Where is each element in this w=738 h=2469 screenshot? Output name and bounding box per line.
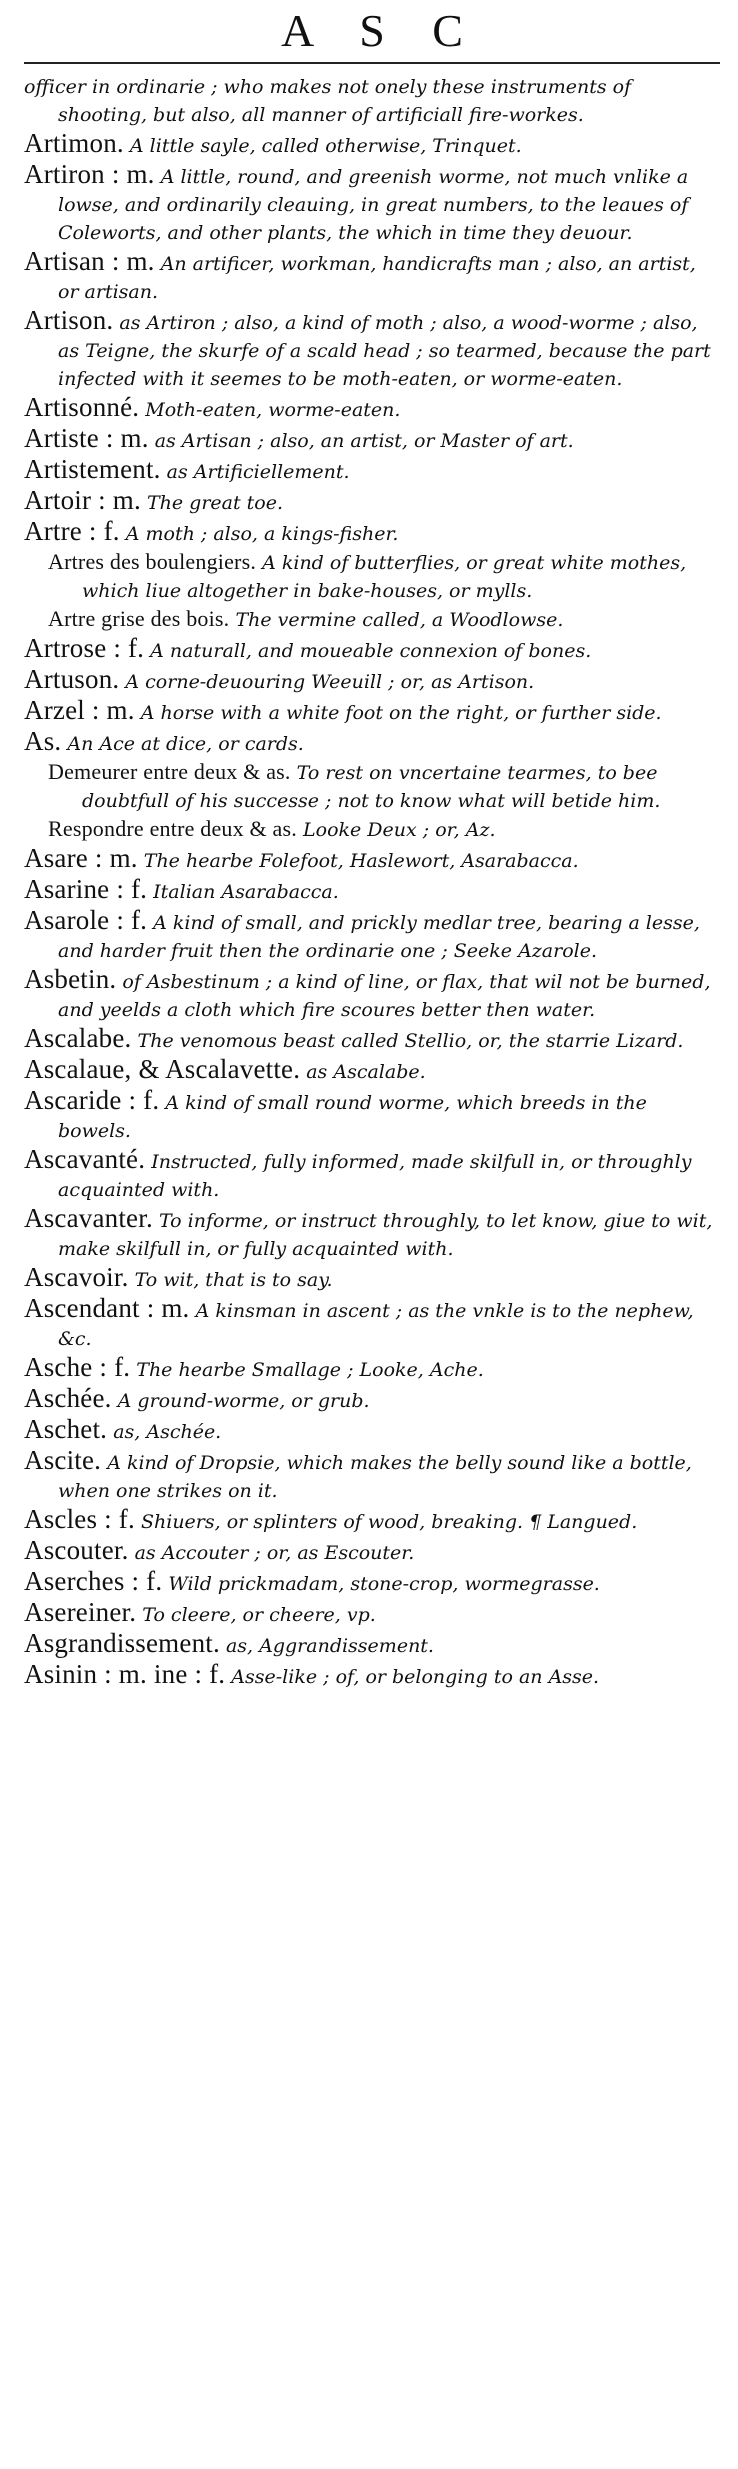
- definition: as Accouter ; or, as Escouter.: [134, 1542, 415, 1564]
- sub-entry: [24, 548, 720, 605]
- headword: Artiron : m.: [24, 159, 155, 189]
- definition: A corne-deuouring Weeuill ; or, as Artison.: [125, 671, 535, 693]
- definition: as Artisan ; also, an artist, or Master of art.: [154, 430, 574, 452]
- dictionary-entry: [24, 844, 720, 875]
- headword: Asgrandissement.: [24, 1628, 220, 1658]
- definition: Italian Asarabacca.: [153, 881, 339, 903]
- dictionary-entry: [24, 424, 720, 455]
- definition: To wit, that is to say.: [134, 1269, 333, 1291]
- headword: Ascalaue, & Ascalavette.: [24, 1054, 301, 1084]
- definition: An artificer, workman, handicrafts man ; also, an artist, or artisan.: [58, 253, 696, 303]
- dictionary-entry: [24, 70, 720, 129]
- definition: A kind of butterflies, or great white mothes, which liue altogether in bake-houses, or mylls.: [82, 552, 687, 602]
- dictionary-entry: [24, 965, 720, 1024]
- headword: Artison.: [24, 305, 114, 335]
- dictionary-entry: [24, 875, 720, 906]
- dictionary-entry: [24, 1598, 720, 1629]
- dictionary-entry: [24, 129, 720, 160]
- headword: Ascalabe.: [24, 1023, 132, 1053]
- dictionary-entry: [24, 1294, 720, 1353]
- dictionary-entry: [24, 1055, 720, 1086]
- dictionary-entry: [24, 1415, 720, 1446]
- headword: Artre grise des bois.: [48, 606, 230, 631]
- headword: Arzel : m.: [24, 695, 135, 725]
- definition: A horse with a white foot on the right, or further side.: [140, 702, 662, 724]
- definition: A moth ; also, a kings-fisher.: [125, 523, 399, 545]
- definition: Wild prickmadam, stone-crop, wormegrasse.: [168, 1573, 600, 1595]
- headword: Ascavoir.: [24, 1262, 129, 1292]
- headword: Asche : f.: [24, 1352, 131, 1382]
- headword: Ascendant : m.: [24, 1293, 190, 1323]
- sub-entry: [24, 758, 720, 815]
- page-header: A S C: [281, 5, 481, 56]
- dictionary-entry: [24, 727, 720, 758]
- definition: A kind of small, and prickly medlar tree, bearing a lesse, and harder fruit then the ordinarie one ; Seeke Azarole.: [58, 912, 700, 962]
- headword: Artres des boulengiers.: [48, 549, 257, 574]
- definition: A kinsman in ascent ; as the vnkle is to the nephew, &c.: [58, 1300, 694, 1350]
- definition: A little sayle, called otherwise, Trinquet.: [129, 135, 522, 157]
- definition: A kind of Dropsie, which makes the belly sound like a bottle, when one strikes on it.: [58, 1452, 692, 1502]
- headword: Asereiner.: [24, 1597, 137, 1627]
- definition: The vermine called, a Woodlowse.: [235, 609, 564, 631]
- header-rule: [24, 62, 720, 64]
- definition: To informe, or instruct throughly, to let know, giue to wit, make skilfull in, or fully acquainted with.: [58, 1210, 713, 1260]
- headword: Asbetin.: [24, 964, 117, 994]
- definition: A ground-worme, or grub.: [117, 1390, 370, 1412]
- headword: Asare : m.: [24, 843, 138, 873]
- definition: A little, round, and greenish worme, not much vnlike a lowse, and ordinarily cleauing, in great numbers, to the leaues of Coleworts, and other plants, the which in time they deuour.: [58, 166, 689, 244]
- definition: The great toe.: [146, 492, 284, 514]
- dictionary-entry: [24, 1446, 720, 1505]
- definition: as, Aschée.: [113, 1421, 222, 1443]
- entry-list: [24, 70, 720, 1691]
- headword: Artre : f.: [24, 516, 120, 546]
- headword: Artistement.: [24, 454, 161, 484]
- headword: Respondre entre deux & as.: [48, 816, 297, 841]
- headword: Artimon.: [24, 128, 124, 158]
- definition: Looke Deux ; or, Az.: [303, 819, 496, 841]
- dictionary-entry: [24, 1145, 720, 1204]
- definition: Instructed, fully informed, made skilfull in, or throughly acquainted with.: [58, 1151, 692, 1201]
- dictionary-entry: [24, 634, 720, 665]
- dictionary-entry: [24, 1086, 720, 1145]
- headword: Artuson.: [24, 664, 120, 694]
- definition: To rest on vncertaine tearmes, to bee doubtfull of his successe ; not to know what will betide him.: [82, 762, 661, 812]
- definition: The hearbe Folefoot, Haslewort, Asarabacca.: [143, 850, 579, 872]
- headword: Artrose : f.: [24, 633, 145, 663]
- headword: Demeurer entre deux & as.: [48, 759, 291, 784]
- headword: Artiste : m.: [24, 423, 149, 453]
- dictionary-entry: [24, 1263, 720, 1294]
- definition: as Ascalabe.: [306, 1061, 426, 1083]
- definition: Moth-eaten, worme-eaten.: [145, 399, 401, 421]
- dictionary-entry: [24, 1384, 720, 1415]
- headword: Ascavanté.: [24, 1144, 146, 1174]
- headword: Ascaride : f.: [24, 1085, 160, 1115]
- definition: officer in ordinarie ; who makes not onely these instruments of shooting, but also, all manner of artificiall fire-workes.: [24, 76, 632, 126]
- dictionary-entry: [24, 160, 720, 247]
- dictionary-entry: [24, 455, 720, 486]
- dictionary-entry: [24, 1204, 720, 1263]
- definition: An Ace at dice, or cards.: [67, 733, 304, 755]
- headword: Asarole : f.: [24, 905, 148, 935]
- headword: Asinin : m. ine : f.: [24, 1659, 226, 1689]
- definition: as, Aggrandissement.: [225, 1635, 434, 1657]
- definition: A naturall, and moueable connexion of bones.: [150, 640, 592, 662]
- definition: Shiuers, or splinters of wood, breaking. ¶ Langued.: [140, 1511, 638, 1533]
- dictionary-entry: [24, 1353, 720, 1384]
- dictionary-entry: [24, 517, 720, 548]
- headword: Ascouter.: [24, 1535, 129, 1565]
- headword: As.: [24, 726, 62, 756]
- definition: A kind of small round worme, which breeds in the bowels.: [58, 1092, 647, 1142]
- headword: Ascite.: [24, 1445, 102, 1475]
- definition: The hearbe Smallage ; Looke, Ache.: [136, 1359, 484, 1381]
- dictionary-entry: [24, 1536, 720, 1567]
- definition: of Asbestinum ; a kind of line, or flax, that wil not be burned, and yeelds a cloth which fire scoures better then water.: [58, 971, 711, 1021]
- dictionary-entry: [24, 906, 720, 965]
- dictionary-entry: [24, 1629, 720, 1660]
- sub-entry: [24, 605, 720, 634]
- sub-entry: [24, 815, 720, 844]
- dictionary-entry: [24, 486, 720, 517]
- dictionary-entry: [24, 1505, 720, 1536]
- headword: Artisonné.: [24, 392, 140, 422]
- headword: Aschet.: [24, 1414, 108, 1444]
- dictionary-entry: [24, 1660, 720, 1691]
- headword: Aschée.: [24, 1383, 112, 1413]
- headword: Asarine : f.: [24, 874, 148, 904]
- definition: as Artificiellement.: [166, 461, 350, 483]
- headword: Aserches : f.: [24, 1566, 163, 1596]
- definition: The venomous beast called Stellio, or, the starrie Lizard.: [137, 1030, 684, 1052]
- headword: Ascles : f.: [24, 1504, 135, 1534]
- definition: To cleere, or cheere, vp.: [142, 1604, 376, 1626]
- dictionary-entry: [24, 1567, 720, 1598]
- definition: Asse-like ; of, or belonging to an Asse.: [231, 1666, 600, 1688]
- headword: Artisan : m.: [24, 246, 155, 276]
- dictionary-entry: [24, 247, 720, 306]
- definition: as Artiron ; also, a kind of moth ; also, a wood-worme ; also, as Teigne, the skurfe of a scald head ; so tearmed, because the part infected with it seemes to be moth-eaten, or worme-eaten.: [58, 312, 711, 390]
- headword: Artoir : m.: [24, 485, 141, 515]
- dictionary-entry: [24, 665, 720, 696]
- dictionary-entry: [24, 696, 720, 727]
- headword: Ascavanter.: [24, 1203, 153, 1233]
- dictionary-entry: [24, 393, 720, 424]
- dictionary-entry: [24, 1024, 720, 1055]
- dictionary-entry: [24, 306, 720, 393]
